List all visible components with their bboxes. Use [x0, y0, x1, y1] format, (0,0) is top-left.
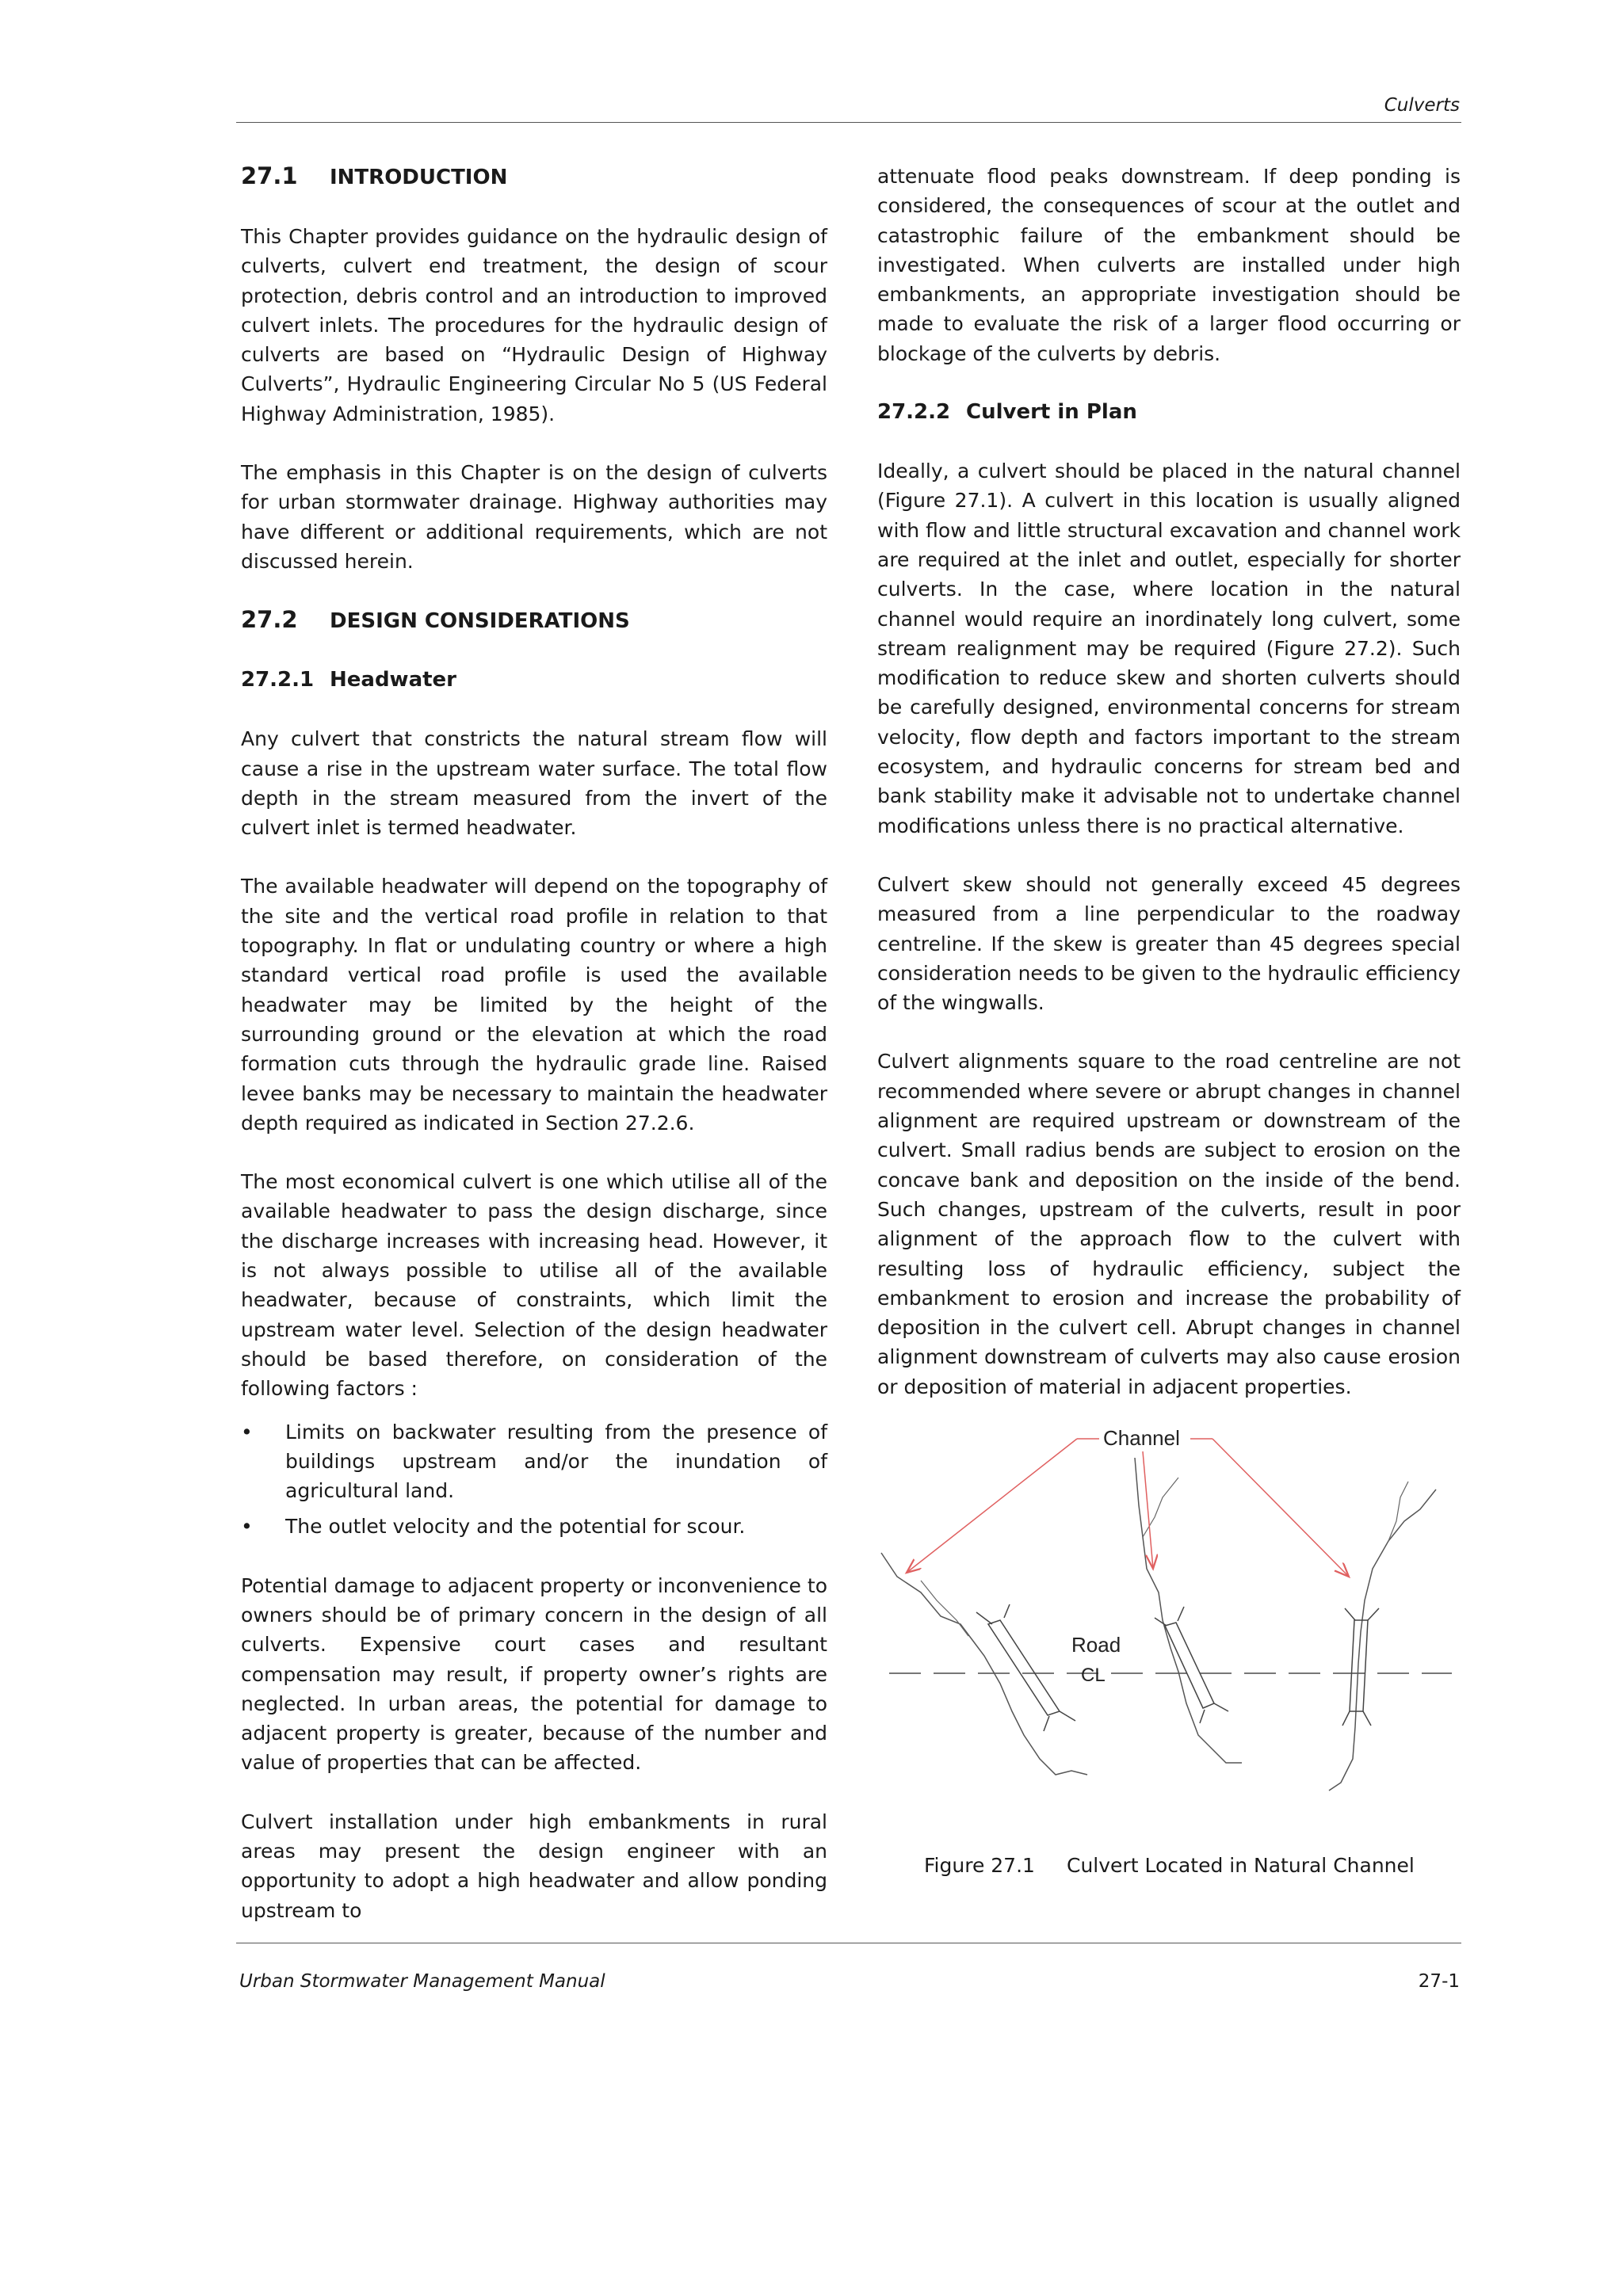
culvert-left-wing	[1004, 1604, 1010, 1618]
section-heading-27-1: 27.1 INTRODUCTION	[241, 162, 508, 189]
running-header-title: Culverts	[1384, 95, 1460, 116]
culvert-middle-wing	[1214, 1703, 1228, 1711]
page-number: 27-1	[1418, 1971, 1460, 1992]
channel-right-upper	[1388, 1482, 1408, 1541]
culvert-right-wing	[1345, 1608, 1355, 1620]
culvert-right-wing	[1342, 1711, 1350, 1726]
culvert-middle	[1165, 1623, 1214, 1708]
culvert-right-wing	[1363, 1711, 1371, 1726]
channel-middle	[1135, 1458, 1242, 1763]
paragraph: Culvert installation under high embankments in rural areas may present the design engineer with an opportunity to adopt a high headwater and allow ponding upstream to	[241, 1810, 827, 1922]
paragraph: Ideally, a culvert should be placed in the natural channel (Figure 27.1). A culvert in this location is usually aligned with flow and little structural excavation and channel work are required at the inlet and outlet, especially for shorter culverts. In the case, where location in the natural channel would require an inordinately long culvert, some stream realignment may be required (Figure 27.2). Such modification to reduce skew and shorten culverts should be carefully designed, environmental concerns for stream velocity, flow depth and factors important to the stream ecosystem, and hydraulic concerns for stream bed and bank stability make it advisable not to undertake channel modifications unless there is no practical alternative.	[877, 460, 1461, 837]
culvert-middle-wing	[1200, 1710, 1205, 1723]
paragraph: The emphasis in this Chapter is on the design of culverts for urban stormwater drainage. Highway authorities may have different or additional requirements, which are not discussed herein.	[241, 461, 827, 573]
paragraph: attenuate flood peaks downstream. If deep ponding is considered, the consequences of scour at the outlet and catastrophic failure of the embankment should be investigated. When culverts are installed under high embankments, an appropriate investigation should be made to evaluate the risk of a larger flood occurring or blockage of the culverts by debris.	[877, 165, 1461, 365]
paragraph: Potential damage to adjacent property or inconvenience to owners should be of primary concern in the design of all culverts. Expensive court cases and resultant compensation may result, if property owner’s rights are neglected. In urban areas, the potential for damage to adjacent property is greater, because of the number and value of properties that can be affected.	[241, 1573, 827, 1775]
left-column	[241, 162, 827, 1955]
culvert-right-wing	[1368, 1608, 1379, 1620]
culvert-plan-figure	[873, 1410, 1460, 1822]
culvert-left	[988, 1620, 1060, 1715]
section-heading-27-2: 27.2 DESIGN CONSIDERATIONS	[241, 606, 630, 634]
channel-label: Channel	[1103, 1426, 1180, 1450]
paragraph: Culvert skew should not generally exceed 45 degrees measured from a line perpendicular to the roadway centreline. If the skew is greater than 45 degrees special consideration needs to be given to the hydraulic efficiency of the wingwalls.	[877, 872, 1461, 1015]
paragraph: Any culvert that constricts the natural stream flow will cause a rise in the upstream water surface. The total flow depth in the stream measured from the invert of the culvert inlet is termed headwater.	[241, 727, 827, 840]
road-label: Road	[1071, 1633, 1121, 1657]
footer-manual-title: Urban Stormwater Management Manual	[239, 1971, 605, 1992]
factor-list	[241, 1417, 827, 1542]
right-column	[877, 162, 1461, 1431]
subsection-heading-27-2-2: 27.2.2 Culvert in Plan	[877, 400, 1137, 425]
subsection-heading-27-2-1: 27.2.1 Headwater	[241, 668, 456, 692]
culvert-middle-wing	[1155, 1618, 1167, 1626]
culvert-middle-wing	[1178, 1607, 1184, 1621]
centreline-symbol: CL	[1081, 1665, 1106, 1686]
paragraph: Culvert alignments square to the road centreline are not recommended where severe or abrupt changes in channel alignment are required upstream or downstream of the culvert. Small radius bends are subject to erosion on the concave bank and deposition on the inside of the bend. Such changes, upstream of the culverts, result in poor alignment of the approach flow to the culvert with resulting loss of hydraulic efficiency, subject the embankment to erosion and increase the probability of deposition in the culvert cell. Abrupt changes in channel alignment downstream of culverts may also cause erosion or deposition of material in adjacent properties.	[877, 1050, 1461, 1398]
culvert-left-wing	[1044, 1716, 1049, 1731]
list-item: • The outlet velocity and the potential for scour.	[241, 1512, 827, 1541]
channel-left	[881, 1553, 1087, 1775]
paragraph: This Chapter provides guidance on the hydraulic design of culverts, culvert end treatment, the design of scour protection, debris control and an introduction to improved culvert inlets. The procedures for the hydraulic design of culverts are based on “Hydraulic Design of Highway Culverts”, Hydraulic Engineering Circular No 5 (US Federal Highway Administration, 1985).	[241, 225, 827, 425]
paragraph: The available headwater will depend on the topography of the site and the vertical road profile in relation to that topography. In flat or undulating country or where a high standard vertical road profile is used the available headwater may be limited by the height of the surrounding ground or the elevation at which the road formation cuts through the hydraulic grade line. Raised levee banks may be necessary to maintain the headwater depth required as indicated in Section 27.2.6.	[241, 875, 827, 1135]
channel-left-bank	[921, 1581, 968, 1636]
channel-right	[1329, 1489, 1436, 1791]
culvert-left-wing	[976, 1612, 992, 1624]
paragraph: The most economical culvert is one which utilise all of the available headwater to pass the design discharge, since the discharge increases with increasing head. However, it is not always possible to utilise all of the available headwater, because of constraints, which limit the upstream water level. Selection of the design headwater should be based therefore, on consideration of the following factors :	[241, 1170, 827, 1401]
list-item: • Limits on backwater resulting from the presence of buildings upstream and/or the inundation of agricultural land.	[241, 1417, 827, 1506]
figure-caption: Figure 27.1 Culvert Located in Natural Channel	[924, 1854, 1415, 1877]
channel-arrow	[907, 1439, 1077, 1573]
channel-arrow	[1212, 1439, 1349, 1577]
header-rule	[236, 122, 1461, 123]
culvert-left-wing	[1060, 1711, 1075, 1721]
